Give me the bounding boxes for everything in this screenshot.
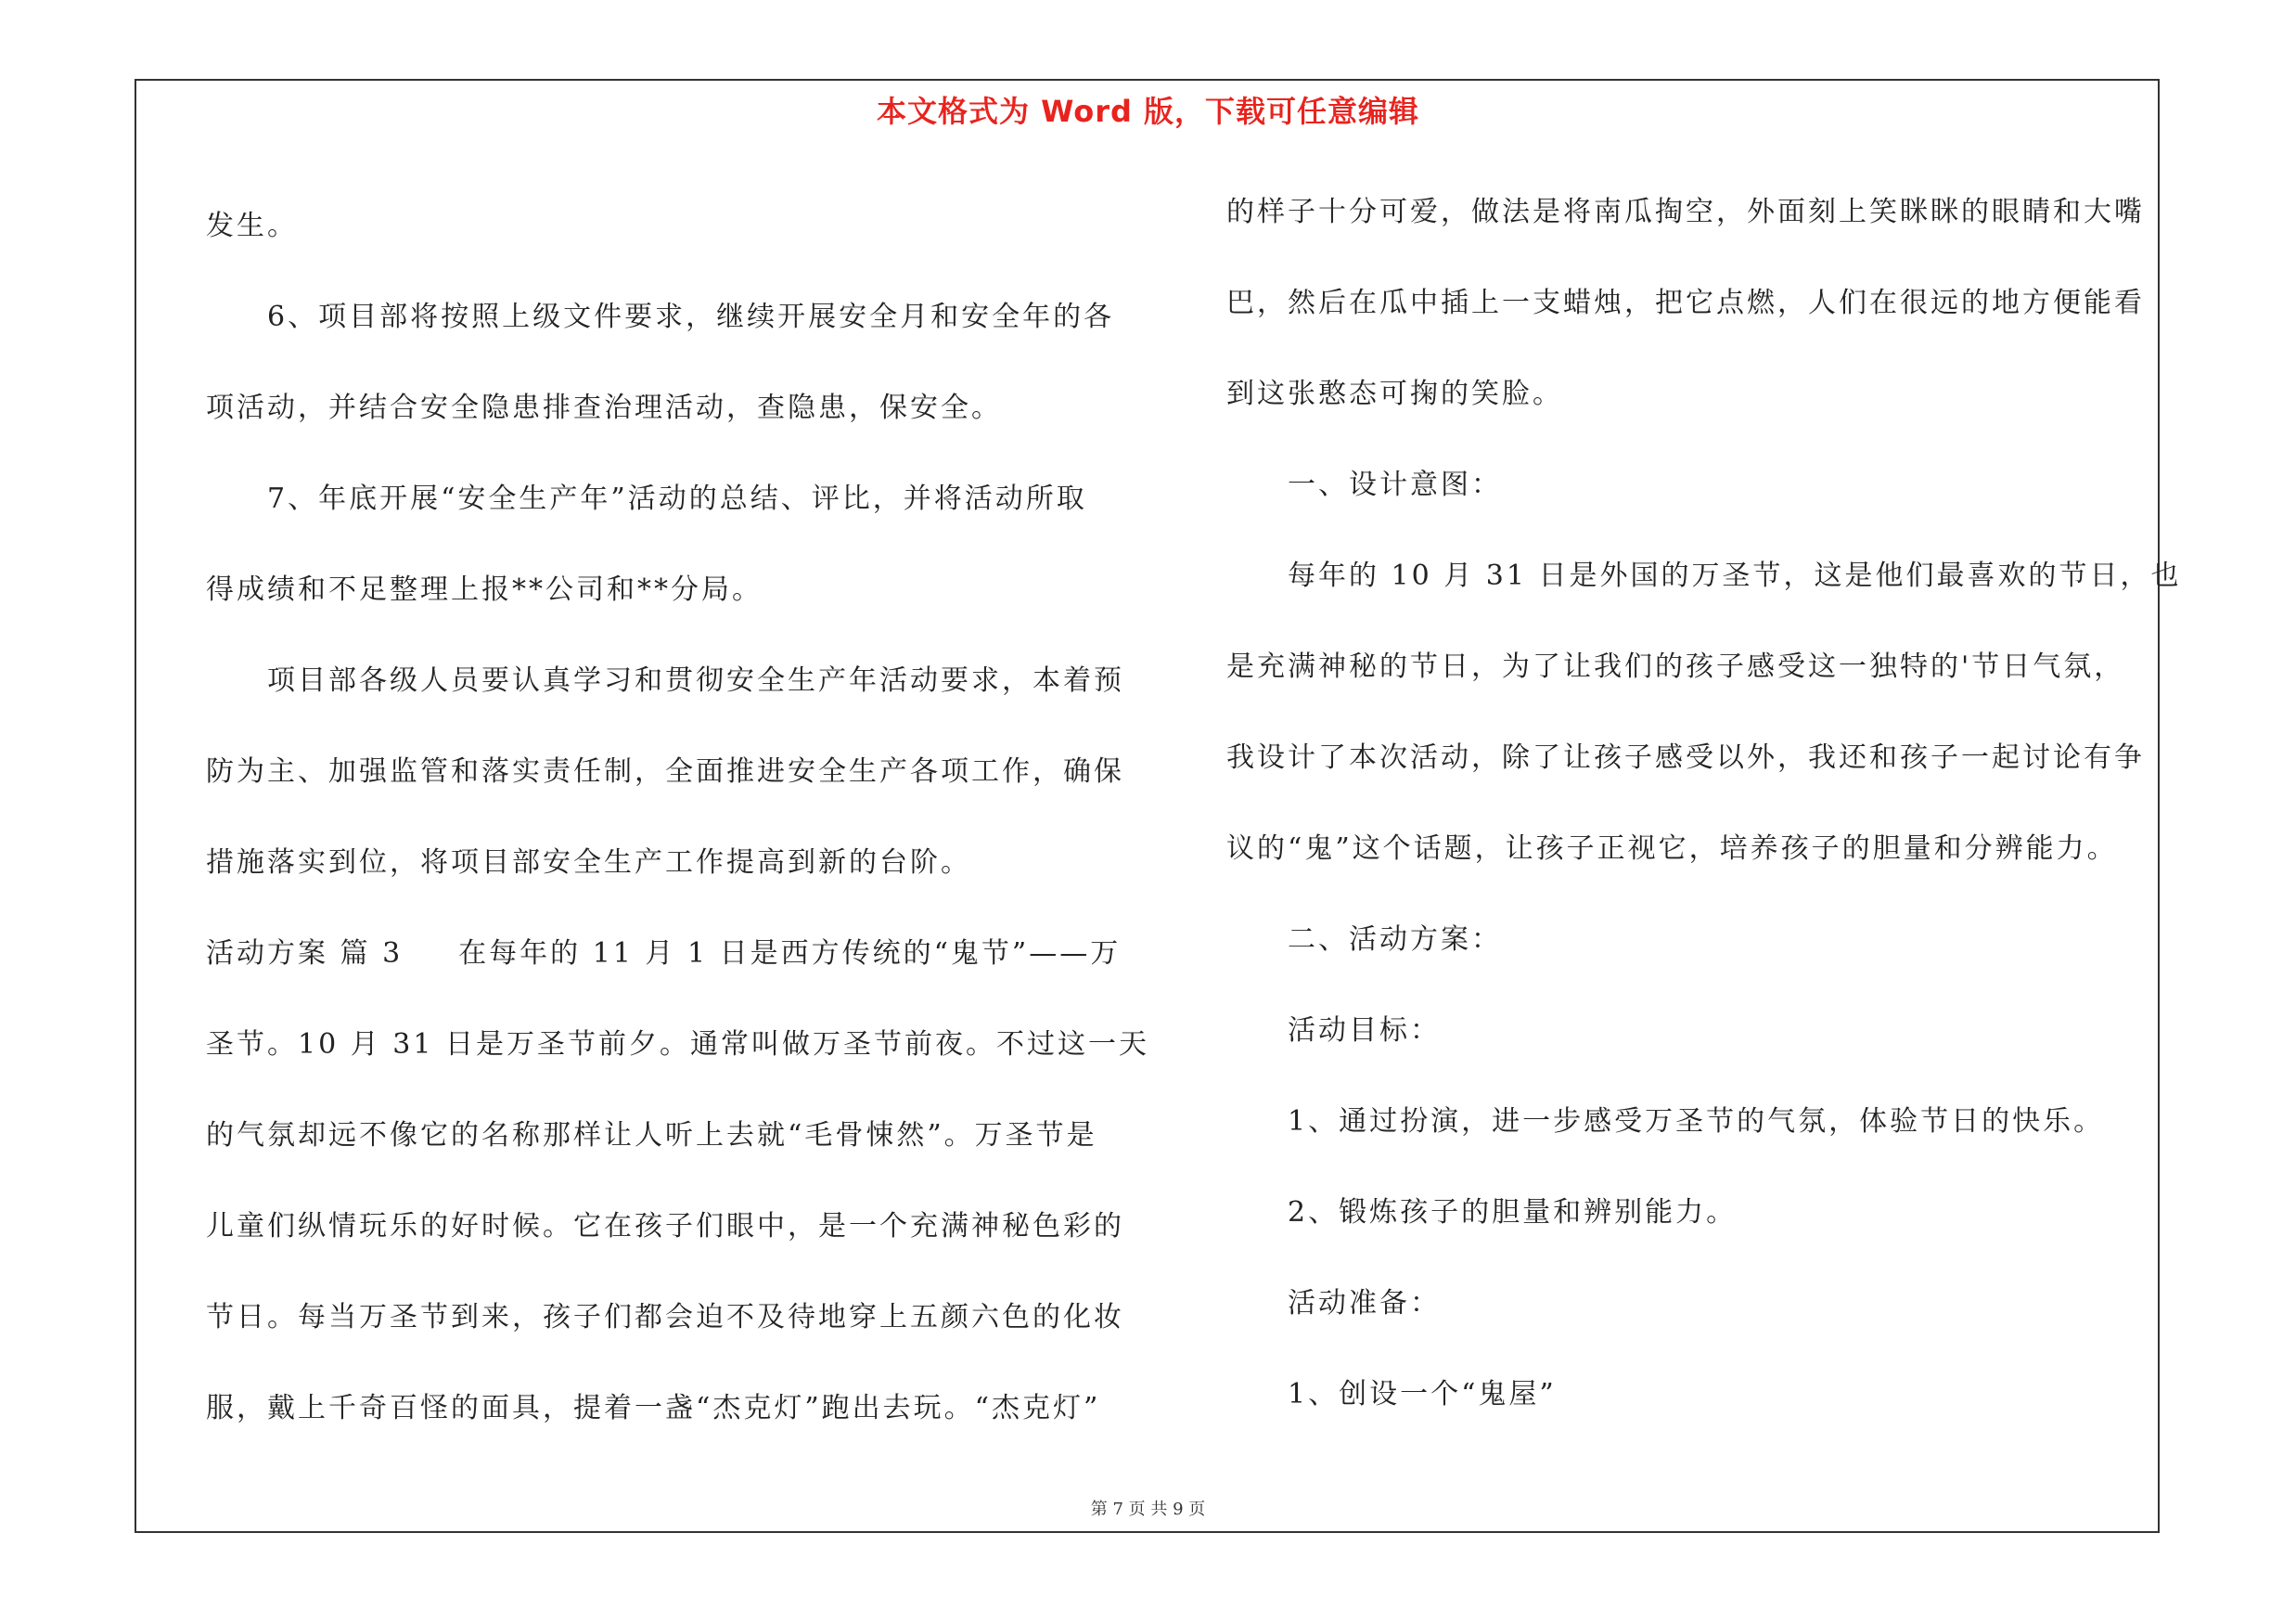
- text-line: 1、通过扮演，进一步感受万圣节的气氛，体验节日的快乐。: [1288, 1105, 2105, 1138]
- page-number-footer: 第 7 页 共 9 页: [1090, 1500, 1206, 1519]
- text-line: 的样子十分可爱，做法是将南瓜掏空，外面刻上笑眯眯的眼睛和大嘴: [1226, 196, 2145, 228]
- text-line: 活动目标：: [1288, 1014, 1441, 1047]
- text-line: 二、活动方案：: [1288, 923, 1502, 956]
- text-line: 巴，然后在瓜中插上一支蜡烛，把它点燃，人们在很远的地方便能看: [1226, 287, 2145, 319]
- text-line: 项目部各级人员要认真学习和贯彻安全生产年活动要求，本着预: [267, 664, 1124, 697]
- text-line: 一、设计意图：: [1288, 469, 1502, 501]
- text-line: 措施落实到位，将项目部安全生产工作提高到新的台阶。: [206, 846, 971, 879]
- text-line: 项活动，并结合安全隐患排查治理活动，查隐患，保安全。: [206, 392, 1002, 424]
- section-heading-line: [206, 908, 1130, 999]
- text-line: 6、项目部将按照上级文件要求，继续开展安全月和安全年的各: [267, 301, 1115, 333]
- text-line: 我设计了本次活动，除了让孩子感受以外，我还和孩子一起讨论有争: [1226, 741, 2145, 774]
- text-line: 圣节。10 月 31 日是万圣节前夕。通常叫做万圣节前夜。不过这一天: [206, 1028, 1149, 1061]
- section-title: 活动方案 篇 3: [206, 937, 404, 970]
- text-line: 活动准备：: [1288, 1287, 1441, 1320]
- left-text-column: [206, 181, 1149, 1454]
- text-line: 儿童们纵情玩乐的好时候。它在孩子们眼中，是一个充满神秘色彩的: [206, 1210, 1124, 1243]
- text-line: 2、锻炼孩子的胆量和辨别能力。: [1288, 1196, 1738, 1229]
- text-line: 得成绩和不足整理上报**公司和**分局。: [206, 573, 763, 606]
- text-line: 到这张憨态可掬的笑脸。: [1226, 378, 1563, 410]
- text-line: 是充满神秘的节日，为了让我们的孩子感受这一独特的'节日气氛，: [1226, 650, 2125, 683]
- right-text-column: [1226, 167, 2182, 1440]
- word-format-banner: 本文格式为 Word 版，下载可任意编辑: [876, 94, 1420, 129]
- text-line: 的气氛却远不像它的名称那样让人听上去就“毛骨悚然”。万圣节是: [206, 1119, 1097, 1152]
- text-line: 发生。: [206, 210, 298, 242]
- text-line: 服，戴上千奇百怪的面具，提着一盏“杰克灯”跑出去玩。“杰克灯”: [206, 1392, 1101, 1424]
- text-line: 节日。每当万圣节到来，孩子们都会迫不及待地穿上五颜六色的化妆: [206, 1301, 1124, 1333]
- text-line: 7、年底开展“安全生产年”活动的总结、评比，并将活动所取: [267, 483, 1087, 515]
- section-intro-text: 在每年的 11 月 1 日是西方传统的“鬼节”——万: [458, 937, 1122, 970]
- text-line: 防为主、加强监管和落实责任制，全面推进安全生产各项工作，确保: [206, 755, 1124, 788]
- text-line: 每年的 10 月 31 日是外国的万圣节，这是他们最喜欢的节日，也: [1288, 560, 2182, 592]
- text-line: 议的“鬼”这个话题，让孩子正视它，培养孩子的胆量和分辨能力。: [1226, 832, 2118, 865]
- text-line: 1、创设一个“鬼屋”: [1288, 1378, 1557, 1410]
